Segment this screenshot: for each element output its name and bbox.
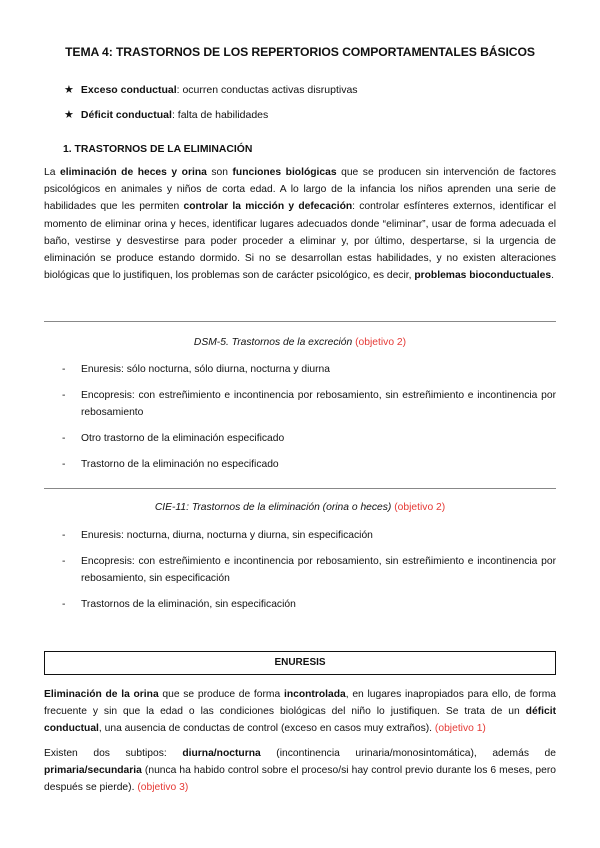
- list-item: - Trastorno de la eliminación no especificado: [62, 459, 279, 470]
- bullet-text: : ocurren conductas activas disruptivas: [176, 84, 358, 96]
- enuresis-paragraph: Eliminación de la orina que se produce de forma incontrolada, en lugares inapropiados para ello, de forma frecuente y sin que la edad o las condiciones biológicas del niño lo justifiquen. Se trata de un déficit conductual, una ausencia de conductas de control (exceso en casos muy extraños). (objetivo 1): [44, 689, 556, 735]
- list-item: - Otro trastorno de la eliminación especificado: [62, 433, 285, 444]
- objective-tag: (objetivo 2): [355, 337, 407, 348]
- list-item: - Enuresis: nocturna, diurna, nocturna y diurna, sin especificación: [62, 530, 373, 541]
- divider: [44, 321, 556, 322]
- section-heading: 1. TRASTORNOS DE LA ELIMINACIÓN: [63, 144, 253, 155]
- cie-title: CIE-11: Trastornos de la eliminación (orina o heces) (objetivo 2): [154, 502, 446, 513]
- list-item: - Encopresis: con estreñimiento e incontinencia por rebosamiento, sin estreñimiento e incontinencia por rebosamiento, sin especificación: [62, 556, 556, 584]
- star-icon: ★: [64, 84, 74, 96]
- divider: [44, 488, 556, 489]
- bullet-deficit: [64, 108, 268, 121]
- list-item: - Encopresis: con estreñimiento e incontinencia por rebosamiento, sin estreñimiento e incontinencia por rebosamiento: [62, 390, 556, 418]
- list-item: - Trastornos de la eliminación, sin especificación: [62, 599, 296, 610]
- star-icon: ★: [64, 109, 74, 121]
- objective-tag: (objetivo 3): [137, 782, 189, 794]
- page-title: TEMA 4: TRASTORNOS DE LOS REPERTORIOS COMPORTAMENTALES BÁSICOS: [65, 45, 535, 59]
- list-item: - Enuresis: sólo nocturna, sólo diurna, nocturna y diurna: [62, 364, 330, 375]
- dsm-title: DSM-5. Trastornos de la excreción (objetivo 2): [193, 337, 407, 348]
- bullet-term: Déficit conductual: [80, 109, 172, 121]
- intro-paragraph: La eliminación de heces y orina son funciones biológicas que se producen sin intervención de factores psicológicos en animales y niños de corta edad. A lo largo de la infancia los niños aprenden una serie de habilidades que les permiten controlar la micción y defecación: controlar esfínteres externos, identificar el momento de eliminar orina y heces, identificar lugares adecuados donde “eliminar”, usar de forma adecuada el baño, vestirse y desvestirse para poder proceder a eliminar y, por último, despertarse, si la urgencia de eliminación se produce estando dormido. Si no se desarrollan estas habilidades, y no existen alteraciones biológicas que lo justifiquen, los problemas son de carácter psicológico, es decir, problemas bioconductuales.: [44, 167, 556, 282]
- enuresis-heading: ENURESIS: [44, 651, 556, 675]
- subtypes-paragraph: Existen dos subtipos: diurna/nocturna (incontinencia urinaria/monosintomática), además de primaria/secundaria (nunca ha habido control sobre el proceso/si hay control previo durante los 6 meses, pero después se pierde). (objetivo 3): [44, 748, 557, 794]
- objective-tag: (objetivo 2): [394, 502, 446, 513]
- objective-tag: (objetivo 1): [434, 723, 486, 735]
- bullet-text: : falta de habilidades: [171, 109, 269, 121]
- bullet-term: Exceso conductual: [80, 84, 177, 96]
- bullet-exceso: [64, 83, 358, 96]
